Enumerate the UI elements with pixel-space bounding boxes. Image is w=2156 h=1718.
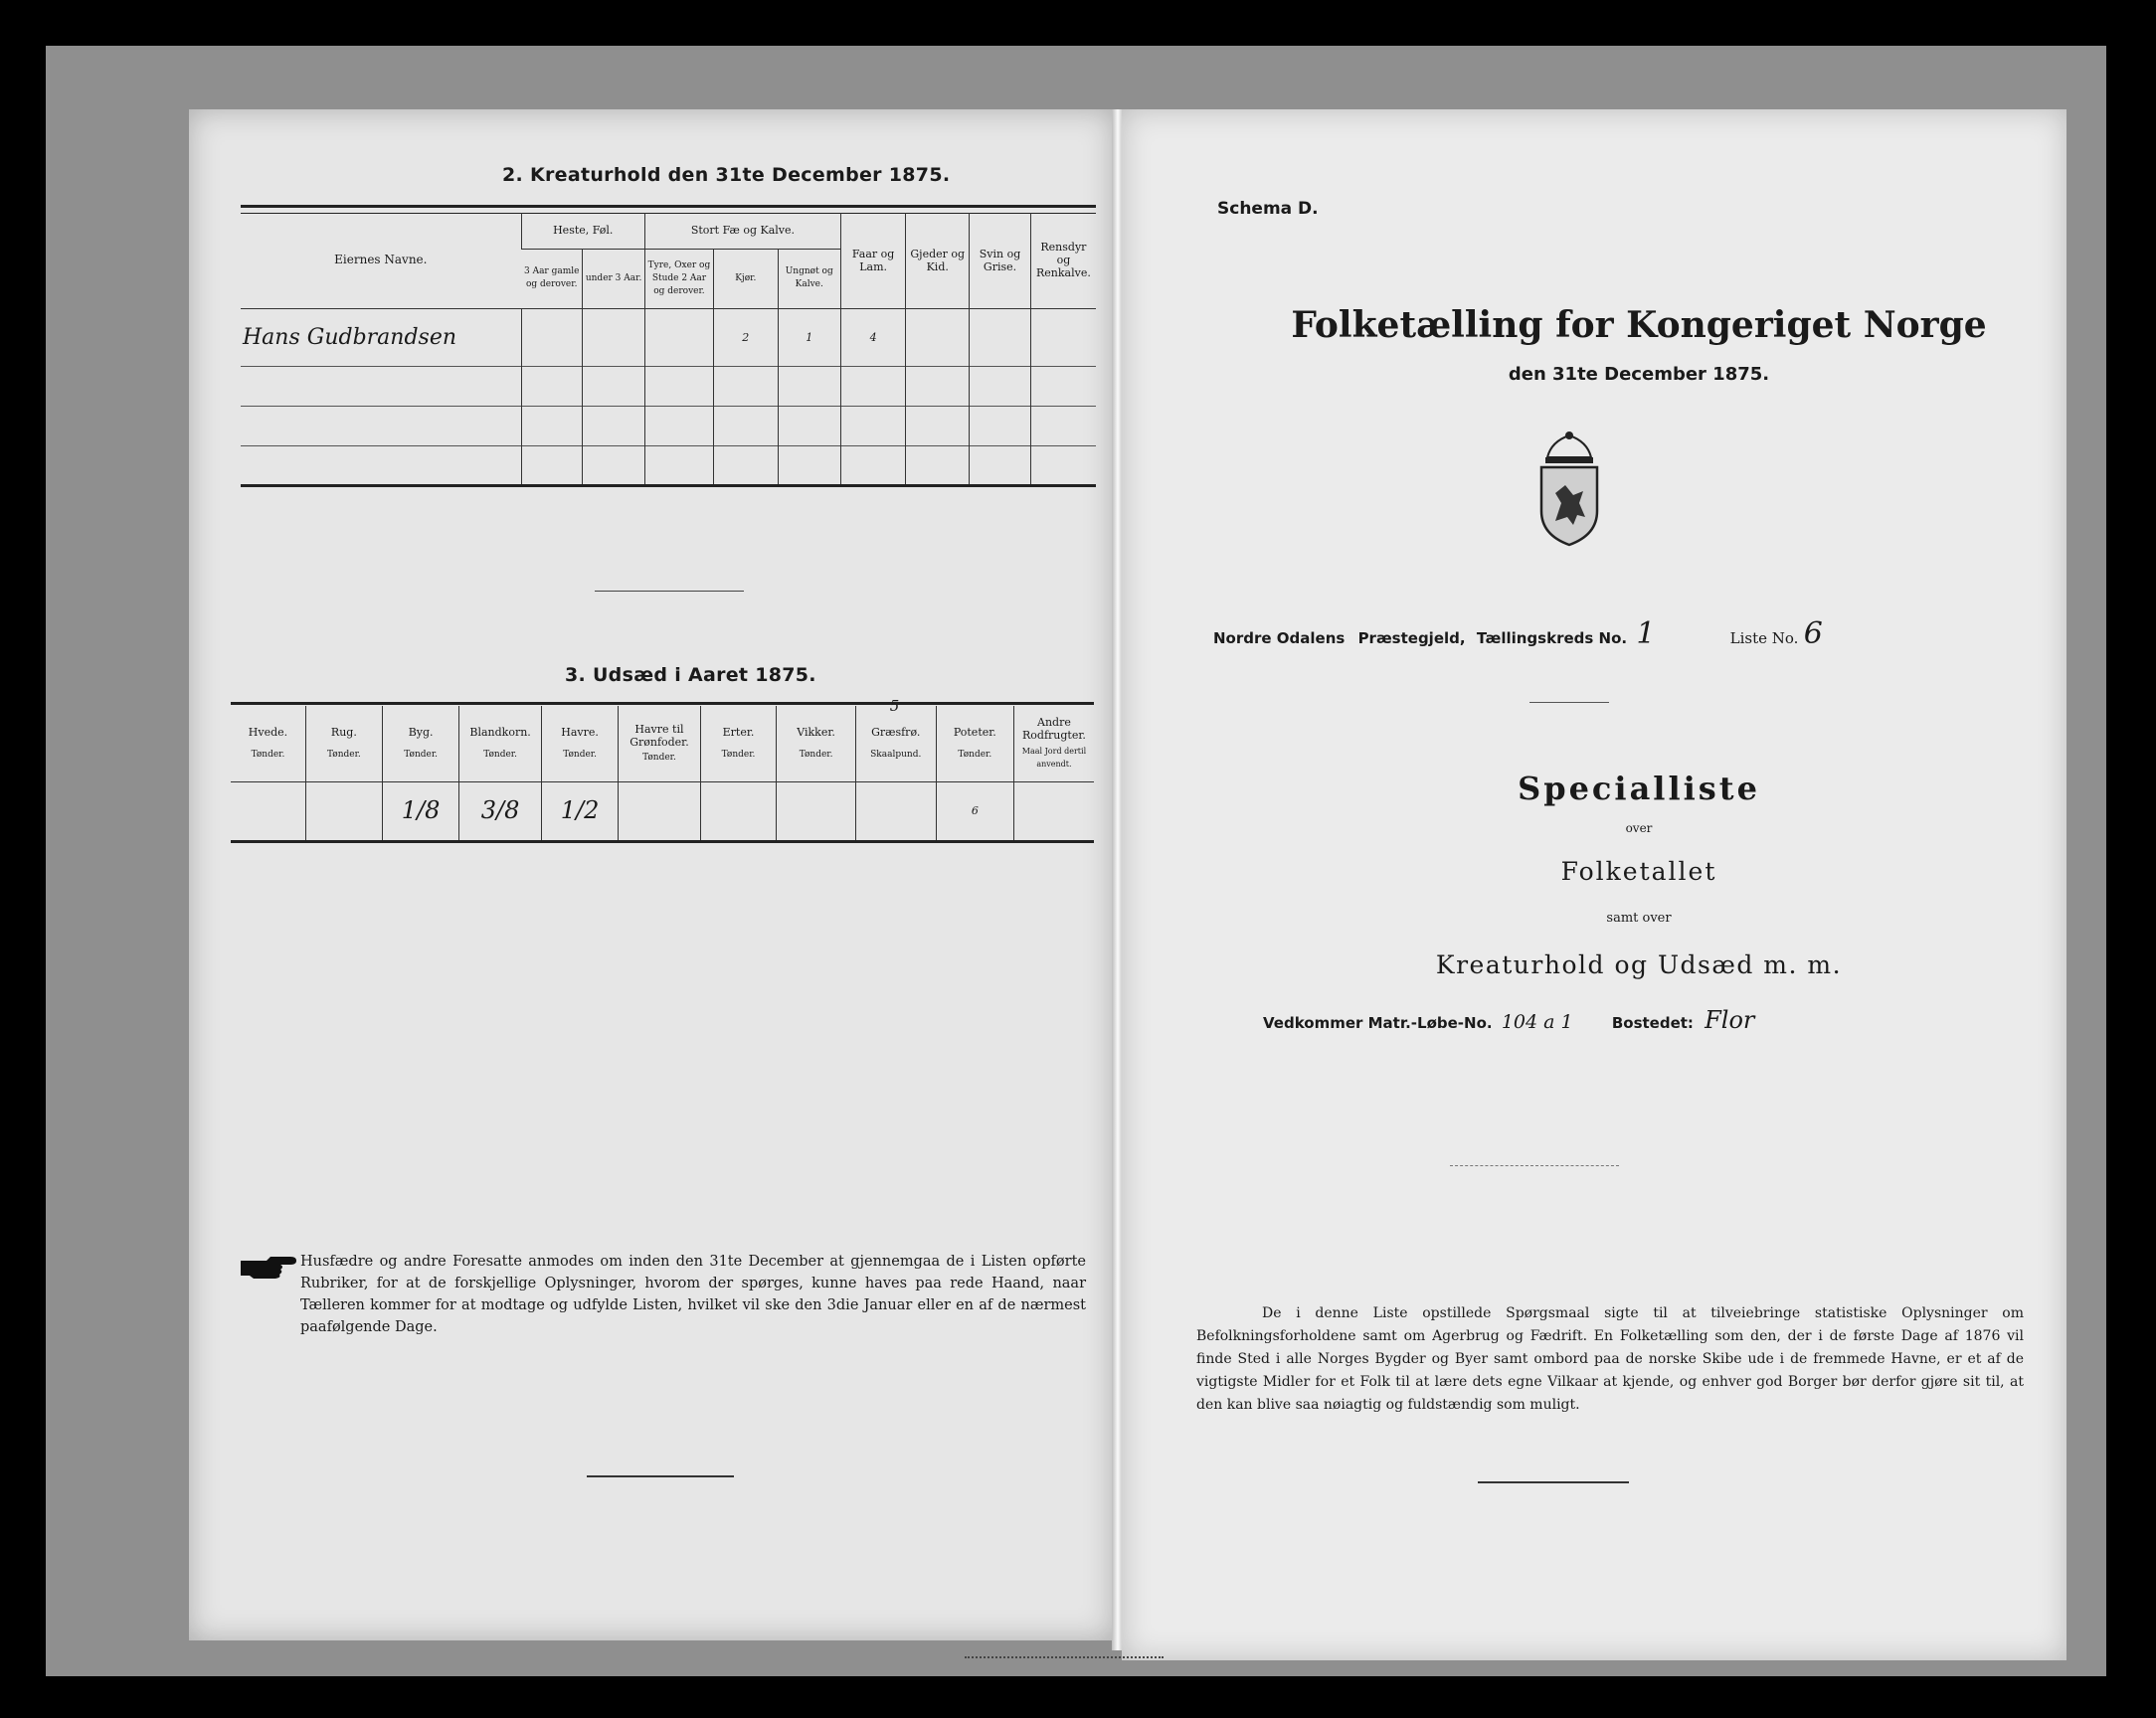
seed-col-name: Rug. bbox=[330, 725, 357, 739]
right-page bbox=[1122, 109, 2066, 1660]
seed-top-rule bbox=[231, 702, 1094, 705]
seed-col-hvede bbox=[231, 706, 305, 781]
seed-col-name: Poteter. bbox=[953, 725, 996, 739]
dashed-rule bbox=[1450, 1165, 1619, 1166]
coat-of-arms-icon bbox=[1529, 430, 1609, 547]
livestock-title: 2. Kreaturhold den 31te December 1875. bbox=[502, 164, 951, 186]
seed-value-vikker bbox=[777, 781, 855, 841]
seed-col-unit: Tønder. bbox=[483, 749, 517, 760]
folketallet-heading: Folketallet bbox=[1560, 857, 1717, 886]
cattle-group-header: Stort Fæ og Kalve. bbox=[644, 213, 840, 249]
seed-col-rug bbox=[305, 706, 382, 781]
binding-marks bbox=[965, 1656, 1164, 1672]
prestegjeld-label: Præstegjeld, bbox=[1357, 629, 1466, 647]
matr-value: 104 a 1 bbox=[1501, 1011, 1573, 1033]
seed-col-name: Blandkorn. bbox=[469, 725, 531, 739]
seed-col-rodfrugter bbox=[1013, 706, 1094, 781]
seed-col-unit: Tønder. bbox=[799, 749, 833, 760]
main-title: Folketælling for Kongeriget Norge bbox=[1291, 304, 1987, 346]
seed-col-havre bbox=[541, 706, 619, 781]
livestock-table bbox=[241, 213, 1096, 487]
specialliste-heading: Specialliste bbox=[1518, 770, 1760, 807]
kreaturhold-heading: Kreaturhold og Udsæd m. m. bbox=[1435, 950, 1843, 979]
bosted-label: Bostedet: bbox=[1611, 1014, 1694, 1032]
seed-col-havre-gronfoder bbox=[619, 706, 700, 781]
seed-value-erter bbox=[700, 781, 777, 841]
liste-label: Liste No. bbox=[1729, 629, 1799, 647]
seed-value-hvede bbox=[231, 781, 305, 841]
horse-col-2: under 3 Aar. bbox=[583, 249, 645, 308]
seed-col-blandkorn bbox=[459, 706, 541, 781]
seed-col-unit: Tønder. bbox=[721, 749, 756, 760]
seed-value-havre-gronfoder bbox=[619, 781, 700, 841]
seed-col-unit: Tønder. bbox=[326, 749, 361, 760]
samt-over-text: samt over bbox=[1606, 911, 1672, 926]
left-page bbox=[189, 109, 1114, 1640]
kreds-label: Tællingskreds No. bbox=[1476, 629, 1628, 647]
schema-label: Schema D. bbox=[1217, 199, 1319, 219]
seed-col-unit: Tønder. bbox=[563, 749, 597, 760]
matr-label: Vedkommer Matr.-Løbe-No. bbox=[1263, 1014, 1493, 1032]
ungnot-value: 1 bbox=[778, 308, 840, 366]
parish-name: Nordre Odalens bbox=[1213, 629, 1346, 647]
seed-col-poteter bbox=[936, 706, 1013, 781]
footer-rule bbox=[1478, 1481, 1629, 1483]
faar-header: Faar og Lam. bbox=[840, 213, 905, 308]
cattle-col-1: Tyre, Oxer og Stude 2 Aar og derover. bbox=[644, 249, 713, 308]
seed-col-unit: Skaalpund. bbox=[870, 749, 922, 760]
seed-col-name: Vikker. bbox=[797, 725, 835, 739]
seed-col-erter bbox=[700, 706, 777, 781]
seed-col-unit: Tønder. bbox=[958, 749, 992, 760]
seed-col-name: Græsfrø. bbox=[871, 725, 921, 739]
horse-col-1: 3 Aar gamle og derover. bbox=[523, 266, 580, 289]
seed-col-unit: Maal Jord dertil anvendt. bbox=[1021, 747, 1087, 770]
seed-col-name: Havre til Grønfoder. bbox=[629, 722, 689, 749]
seed-col-name: Byg. bbox=[408, 725, 434, 739]
kreds-value: 1 bbox=[1636, 616, 1656, 651]
seed-col-name: Havre. bbox=[561, 725, 599, 739]
pointing-hand-icon bbox=[239, 1253, 298, 1281]
matr-line bbox=[1263, 1006, 2039, 1034]
seed-table bbox=[231, 697, 1094, 843]
footer-paragraph: De i denne Liste opstillede Spørgsmaal sigte til at tilveiebringe statistiske Oplysninger om Befolkningsforholdene samt om Agerbrug og Fædrift. En Folketælling som den, der i de første Dage af 1876 vil finde Sted i alle Norges Bygder og Byer samt ombord paa de norske Skibe ude i de fremmede Havne, er et af de vigtigste Midler for et Folk til at lære dets egne Vilkaar at kjende, og enhver god Borger bør derfor gjøre sit til, at den kan blive saa nøiagtig og fuldstændig som muligt. bbox=[1196, 1305, 2024, 1413]
seed-col-name: Hvede. bbox=[248, 725, 288, 739]
notice-text: Husfædre og andre Foresatte anmodes om inden den 31te December at gjennemgaa de i Listen opførte Rubriker, for at de forskjellige Oplysninger, hvorom der spørges, kunne haves paa rede Haand, naar Tælleren kommer for at modtage og udfylde Listen, hvilket vil ske den 3die Januar eller en af de nærmest paafølgende Dage. bbox=[300, 1254, 1086, 1335]
seed-title: 3. Udsæd i Aaret 1875. bbox=[565, 664, 816, 686]
seed-value-graesfro bbox=[855, 781, 936, 841]
owner-name: Hans Gudbrandsen bbox=[243, 324, 457, 350]
district-line bbox=[1213, 616, 2029, 651]
seed-col-unit: Tønder. bbox=[251, 749, 285, 760]
kjor-value: 2 bbox=[714, 308, 778, 366]
title-date: den 31te December 1875. bbox=[1508, 364, 1770, 385]
horses-group-header: Heste, Føl. bbox=[521, 213, 644, 249]
owner-header: Eiernes Navne. bbox=[334, 253, 428, 267]
seed-value-poteter: 6 bbox=[936, 781, 1013, 841]
graesfro-mark: 5 bbox=[889, 697, 900, 715]
separator-rule bbox=[595, 591, 744, 592]
bosted-value: Flor bbox=[1705, 1006, 1755, 1034]
seed-col-graesfro bbox=[855, 697, 936, 781]
seed-value-havre: 1/2 bbox=[541, 781, 619, 841]
seed-value-rodfrugter bbox=[1013, 781, 1094, 841]
seed-col-unit: Tønder. bbox=[642, 752, 676, 763]
cattle-col-3: Ungnøt og Kalve. bbox=[778, 249, 840, 308]
svin-header: Svin og Grise. bbox=[970, 213, 1031, 308]
gjeder-header: Gjeder og Kid. bbox=[906, 213, 970, 308]
seed-col-name: Erter. bbox=[722, 725, 755, 739]
seed-value-blandkorn: 3/8 bbox=[459, 781, 541, 841]
seed-value-rug bbox=[305, 781, 382, 841]
seed-col-name: Andre Rodfrugter. bbox=[1022, 716, 1086, 743]
over-text: over bbox=[1625, 821, 1653, 835]
seed-col-unit: Tønder. bbox=[404, 749, 438, 760]
short-rule bbox=[1529, 702, 1609, 703]
liste-value: 6 bbox=[1803, 616, 1823, 651]
seed-value-byg: 1/8 bbox=[382, 781, 459, 841]
cattle-col-2: Kjør. bbox=[714, 249, 778, 308]
faar-value: 4 bbox=[840, 308, 905, 366]
bottom-rule bbox=[587, 1475, 734, 1477]
seed-col-byg bbox=[382, 706, 459, 781]
seed-col-vikker bbox=[777, 706, 855, 781]
rensdyr-header: Rensdyr og Renkalve. bbox=[1030, 213, 1096, 308]
